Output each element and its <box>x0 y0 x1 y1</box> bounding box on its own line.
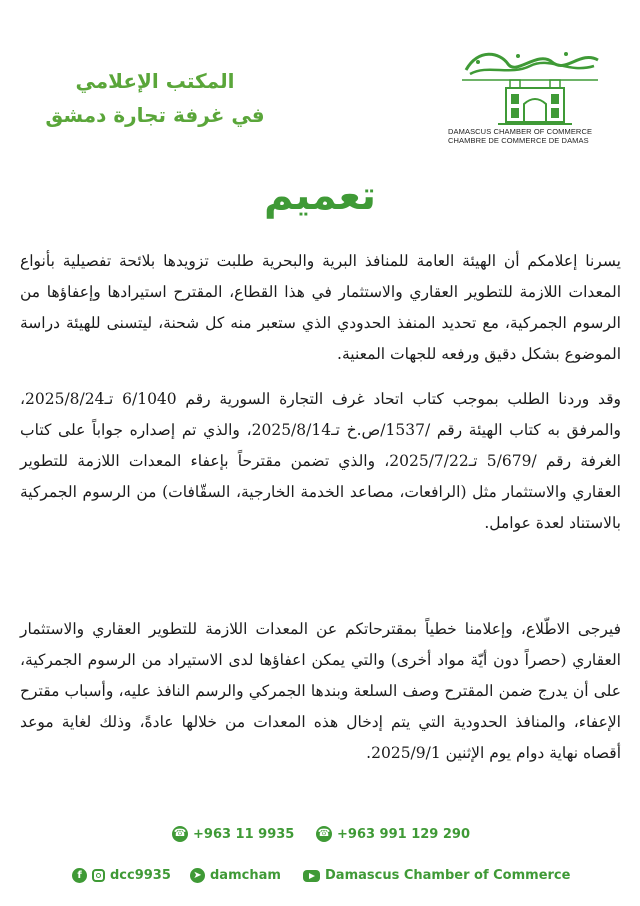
youtube-icon <box>303 870 320 882</box>
body-paragraph-2: وقد وردنا الطلب بموجب كتاب اتحاد غرف التجارة السورية رقم 6/1040 تـ2025/8/24، والمرفق به كتاب الهيئة رقم /1537/ص.خ تـ2025/8/14، والذي تم إصداره جواباً على كتاب الغرفة رقم /5/679 تـ2025/7/22، والذي تضمن مقترحاً بإعفاء المعدات اللازمة للتطوير العقاري والاستثمار مثل (الرافعات، مصاعد الخدمة الخارجية، السقّافات) من الرسوم الجمركية بالاستناد لعدة عوامل. <box>20 390 621 532</box>
logo-caption-fr: CHAMBRE DE COMMERCE DE DAMAS <box>448 136 589 145</box>
media-office-heading <box>40 64 270 132</box>
circular-title: تعميم <box>263 173 377 219</box>
phone-mobile[interactable] <box>316 826 470 842</box>
whatsapp-icon <box>172 826 188 842</box>
telegram-text: damcham <box>210 868 281 883</box>
youtube-channel[interactable] <box>303 868 570 883</box>
facebook-icon: f <box>72 868 87 883</box>
youtube-text: Damascus Chamber of Commerce <box>325 868 571 883</box>
instagram-icon <box>92 869 105 882</box>
body-paragraph-3: فيرجى الاطّلاع، وإعلامنا خطياً بمقترحاتكم عن المعدات اللازمة للتطوير العقاري والاستثمار العقاري (حصراً دون أيّة مواد أخرى) والتي يمكن اعفاؤها لدى الاستيراد من الرسوم الجمركية، على أن يدرج ضمن المقترح وصف السلعة وبندها الجمركي والرسم النافذ عليه، وأسباب مقترح الإعفاء، والمنافذ الحدودية التي يتم إدخال هذه المعدات من خلالها عادةً، وذلك لغاية موعد أقصاه نهاية دوام يوم الإثنين 2025/9/1. <box>20 620 621 762</box>
office-line-1: المكتب الإعلامي <box>75 69 235 93</box>
telegram-icon: ➤ <box>190 868 205 883</box>
logo-caption-en: DAMASCUS CHAMBER OF COMMERCE <box>448 127 593 136</box>
phone-mobile-number: +963 991 129 290 <box>337 826 471 842</box>
chamber-emblem-icon <box>448 40 618 130</box>
body-paragraph-1: يسرنا إعلامكم أن الهيئة العامة للمنافذ البرية والبحرية طلبت تزويدها بلائحة تفصيلية بأنواع المعدات اللازمة للتطوير العقاري والاستثمار في هذا القطاع، المقترح استيرادها وإعفاؤها من الرسوم الجمركية، مع تحديد المنفذ الحدودي الذي ستعبر منه كل شحنة، ليتسنى للهيئة دراسة الموضوع بشكل دقيق ورفعه للجهات المعنية. <box>20 252 621 363</box>
telegram-handle[interactable] <box>190 868 281 883</box>
phone-landline[interactable] <box>172 826 294 842</box>
office-line-2: في غرفة تجارة دمشق <box>45 103 265 127</box>
facebook-instagram-handle[interactable] <box>72 868 171 883</box>
logo-caption <box>448 127 618 145</box>
whatsapp-icon <box>316 826 332 842</box>
facebook-instagram-text: dcc9935 <box>110 868 171 883</box>
phone-landline-number: +963 11 9935 <box>193 826 295 842</box>
